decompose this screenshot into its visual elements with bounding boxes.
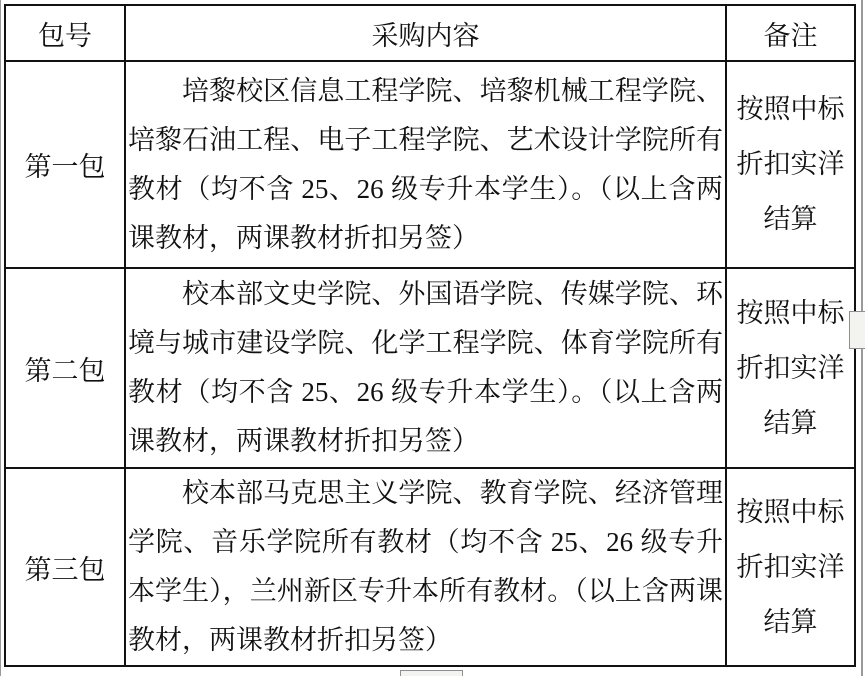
table-header-row xyxy=(5,5,855,61)
header-cell-procurement-content: 采购内容 xyxy=(125,5,726,61)
procurement-content-text: 校本部马克思主义学院、教育学院、经济管理学院、音乐学院所有教材（均不含 25、26 级专升本学生），兰州新区专升本所有教材。（以上含两课教材，两课教材折扣另签） xyxy=(128,478,723,655)
remark-cell: 按照中标折扣实洋结算 xyxy=(726,468,855,666)
procurement-content-cell xyxy=(125,468,726,666)
table-row xyxy=(5,61,855,268)
remark-cell: 按照中标折扣实洋结算 xyxy=(726,268,855,468)
procurement-content-text: 培黎校区信息工程学院、培黎机械工程学院、培黎石油工程、电子工程学院、艺术设计学院所有教材（均不含 25、26 级专升本学生）。（以上含两课教材，两课教材折扣另签） xyxy=(128,75,723,253)
table-row xyxy=(5,268,855,468)
package-no-cell: 第三包 xyxy=(5,468,125,666)
resize-handle-right[interactable] xyxy=(849,311,865,349)
table-row xyxy=(5,468,855,666)
procurement-content-cell xyxy=(125,268,726,468)
procurement-packages-table xyxy=(4,4,856,667)
package-no-cell: 第一包 xyxy=(5,61,125,268)
remark-cell: 按照中标折扣实洋结算 xyxy=(726,61,855,268)
procurement-content-cell xyxy=(125,61,726,268)
page-edge-line-left xyxy=(0,0,1,676)
procurement-content-text: 校本部文史学院、外国语学院、传媒学院、环境与城市建设学院、化学工程学院、体育学院所有教材（均不含 25、26 级专升本学生）。（以上含两课教材，两课教材折扣另签） xyxy=(128,279,723,456)
header-cell-package-no: 包号 xyxy=(5,5,125,61)
scrollbar-thumb-bottom[interactable] xyxy=(400,670,463,676)
package-no-cell: 第二包 xyxy=(5,268,125,468)
header-cell-remark: 备注 xyxy=(726,5,855,61)
